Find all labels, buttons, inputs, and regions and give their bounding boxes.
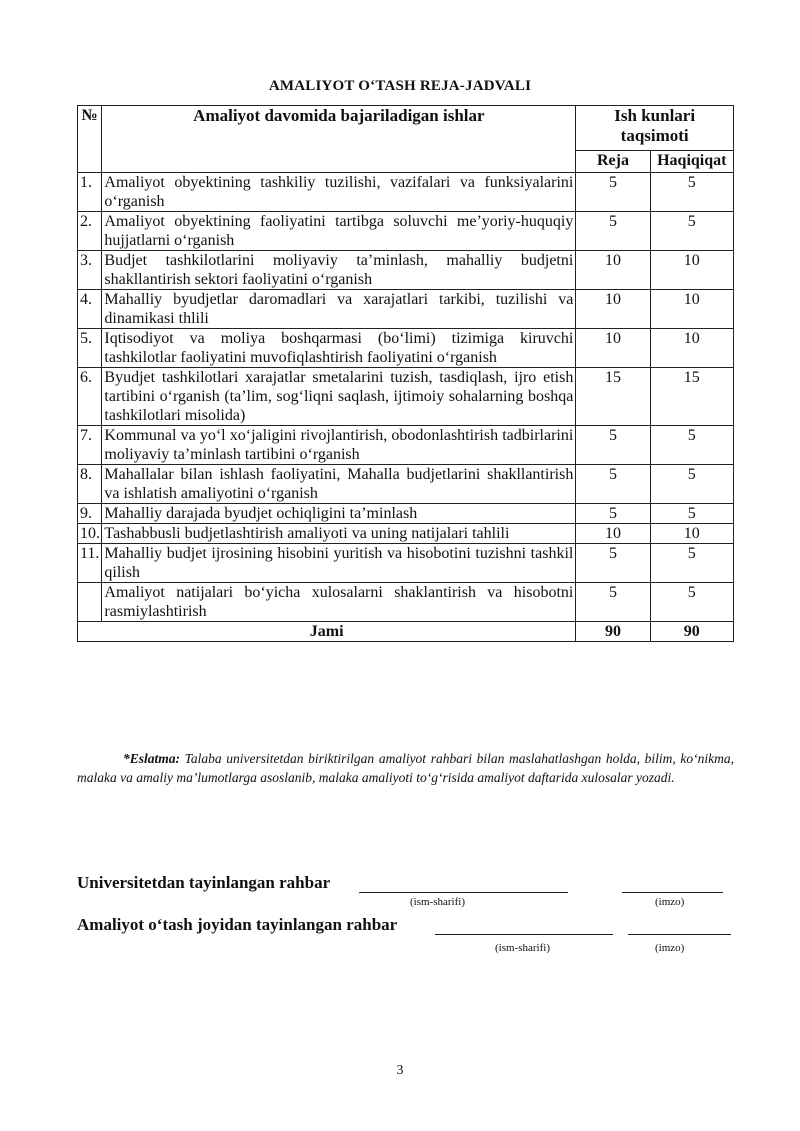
total-actual-days: 90 xyxy=(650,622,733,642)
row-actual-days: 10 xyxy=(650,329,733,368)
row-plan-days: 10 xyxy=(576,524,650,544)
note xyxy=(77,749,734,787)
row-actual-days: 5 xyxy=(650,173,733,212)
university-signature-caption: (imzo) xyxy=(655,896,685,908)
university-name-caption: (ism-sharifi) xyxy=(410,896,465,908)
row-actual-days: 5 xyxy=(650,426,733,465)
workplace-name-caption: (ism-sharifi) xyxy=(495,942,550,954)
row-number: 8. xyxy=(78,465,102,504)
row-plan-days: 15 xyxy=(576,368,650,426)
row-task: Amaliyot obyektining faoliyatini tartibga soluvchi me’yoriy-huquqiy hujjatlarni o‘rganish xyxy=(102,212,576,251)
header-task: Amaliyot davomida bajariladigan ishlar xyxy=(102,106,576,173)
header-fact: Haqiqiqat xyxy=(650,151,733,173)
row-task: Amaliyot obyektining tashkiliy tuzilishi, vazifalari va funksiyalarini o‘rganish xyxy=(102,173,576,212)
workplace-signature-line xyxy=(628,934,731,935)
workplace-name-line xyxy=(435,934,613,935)
header-number: № xyxy=(78,106,102,173)
row-number xyxy=(78,583,102,622)
total-plan-days: 90 xyxy=(576,622,650,642)
table-row xyxy=(78,212,734,251)
row-actual-days: 15 xyxy=(650,368,733,426)
row-number: 11. xyxy=(78,544,102,583)
university-supervisor-label: Universitetdan tayinlangan rahbar xyxy=(77,873,331,892)
row-actual-days: 5 xyxy=(650,212,733,251)
table-row xyxy=(78,368,734,426)
table-row xyxy=(78,329,734,368)
note-text: Talaba universitetdan biriktirilgan amaliyot rahbari bilan maslahatlashgan holda, bilim, ko‘nikma, malaka va amaliy ma’lumotlarga asoslanib, malaka amaliyoti to‘g‘risida amaliyot daftarida xulosalar yozadi. xyxy=(77,751,734,785)
page-number: 3 xyxy=(396,1063,404,1078)
row-task: Budjet tashkilotlarini moliyaviy ta’minlash, mahalliy budjetni shakllantirish sektori faoliyatini o‘rganish xyxy=(102,251,576,290)
row-actual-days: 10 xyxy=(650,290,733,329)
table-row xyxy=(78,544,734,583)
workplace-signature-caption: (imzo) xyxy=(655,942,685,954)
header-work-days: Ish kunlari taqsimoti xyxy=(576,106,734,151)
row-task: Mahalliy darajada byudjet ochiqligini ta’minlash xyxy=(102,504,576,524)
row-number: 7. xyxy=(78,426,102,465)
table-row xyxy=(78,583,734,622)
row-plan-days: 5 xyxy=(576,544,650,583)
row-actual-days: 5 xyxy=(650,544,733,583)
row-plan-days: 5 xyxy=(576,426,650,465)
row-number: 10. xyxy=(78,524,102,544)
row-number: 5. xyxy=(78,329,102,368)
total-row xyxy=(78,622,734,642)
table-row xyxy=(78,504,734,524)
row-actual-days: 10 xyxy=(650,524,733,544)
table-row xyxy=(78,290,734,329)
schedule-table xyxy=(77,105,734,642)
row-number: 1. xyxy=(78,173,102,212)
row-plan-days: 5 xyxy=(576,465,650,504)
row-plan-days: 10 xyxy=(576,329,650,368)
row-task: Tashabbusli budjetlashtirish amaliyoti va uning natijalari tahlili xyxy=(102,524,576,544)
row-number: 6. xyxy=(78,368,102,426)
row-plan-days: 5 xyxy=(576,583,650,622)
row-plan-days: 5 xyxy=(576,504,650,524)
row-plan-days: 10 xyxy=(576,290,650,329)
row-task: Amaliyot natijalari bo‘yicha xulosalarni shaklantirish va hisobotni rasmiylashtirish xyxy=(102,583,576,622)
row-actual-days: 5 xyxy=(650,504,733,524)
header-plan: Reja xyxy=(576,151,650,173)
table-row xyxy=(78,426,734,465)
table-row xyxy=(78,173,734,212)
row-task: Kommunal va yo‘l xo‘jaligini rivojlantirish, obodonlashtirish tadbirlarini moliyaviy ta’minlash tartibini o‘rganish xyxy=(102,426,576,465)
table-row xyxy=(78,251,734,290)
page-title: AMALIYOT O‘TASH REJA-JADVALI xyxy=(268,78,532,94)
university-signature-line xyxy=(622,892,723,893)
row-task: Iqtisodiyot va moliya boshqarmasi (bo‘limi) tizimiga kiruvchi tashkilotlar faoliyatini muvofiqlashtirish faoliyatini o‘rganish xyxy=(102,329,576,368)
row-actual-days: 10 xyxy=(650,251,733,290)
row-number: 4. xyxy=(78,290,102,329)
row-task: Mahalliy byudjetlar daromadlari va xarajatlari tarkibi, tuzilishi va dinamikasi thlili xyxy=(102,290,576,329)
university-name-line xyxy=(359,892,568,893)
row-actual-days: 5 xyxy=(650,583,733,622)
row-task: Byudjet tashkilotlari xarajatlar smetalarini tuzish, tasdiqlash, ijro etish tartibini o‘rganish (ta’lim, sog‘liqni saqlash, ijtimoiy sohalarning boshqa tashkilotlari misolida) xyxy=(102,368,576,426)
total-label: Jami xyxy=(78,622,576,642)
row-number: 3. xyxy=(78,251,102,290)
row-number: 2. xyxy=(78,212,102,251)
row-plan-days: 10 xyxy=(576,251,650,290)
table-row xyxy=(78,465,734,504)
row-task: Mahallalar bilan ishlash faoliyatini, Mahalla budjetlarini shakllantirish va ishlatish amaliyotini o‘rganish xyxy=(102,465,576,504)
row-number: 9. xyxy=(78,504,102,524)
row-task: Mahalliy budjet ijrosining hisobini yuritish va hisobotini tuzishni tashkil qilish xyxy=(102,544,576,583)
table-row xyxy=(78,524,734,544)
workplace-supervisor-label: Amaliyot o‘tash joyidan tayinlangan rahbar xyxy=(77,915,398,934)
row-actual-days: 5 xyxy=(650,465,733,504)
row-plan-days: 5 xyxy=(576,173,650,212)
note-label: *Eslatma: xyxy=(123,751,181,766)
row-plan-days: 5 xyxy=(576,212,650,251)
